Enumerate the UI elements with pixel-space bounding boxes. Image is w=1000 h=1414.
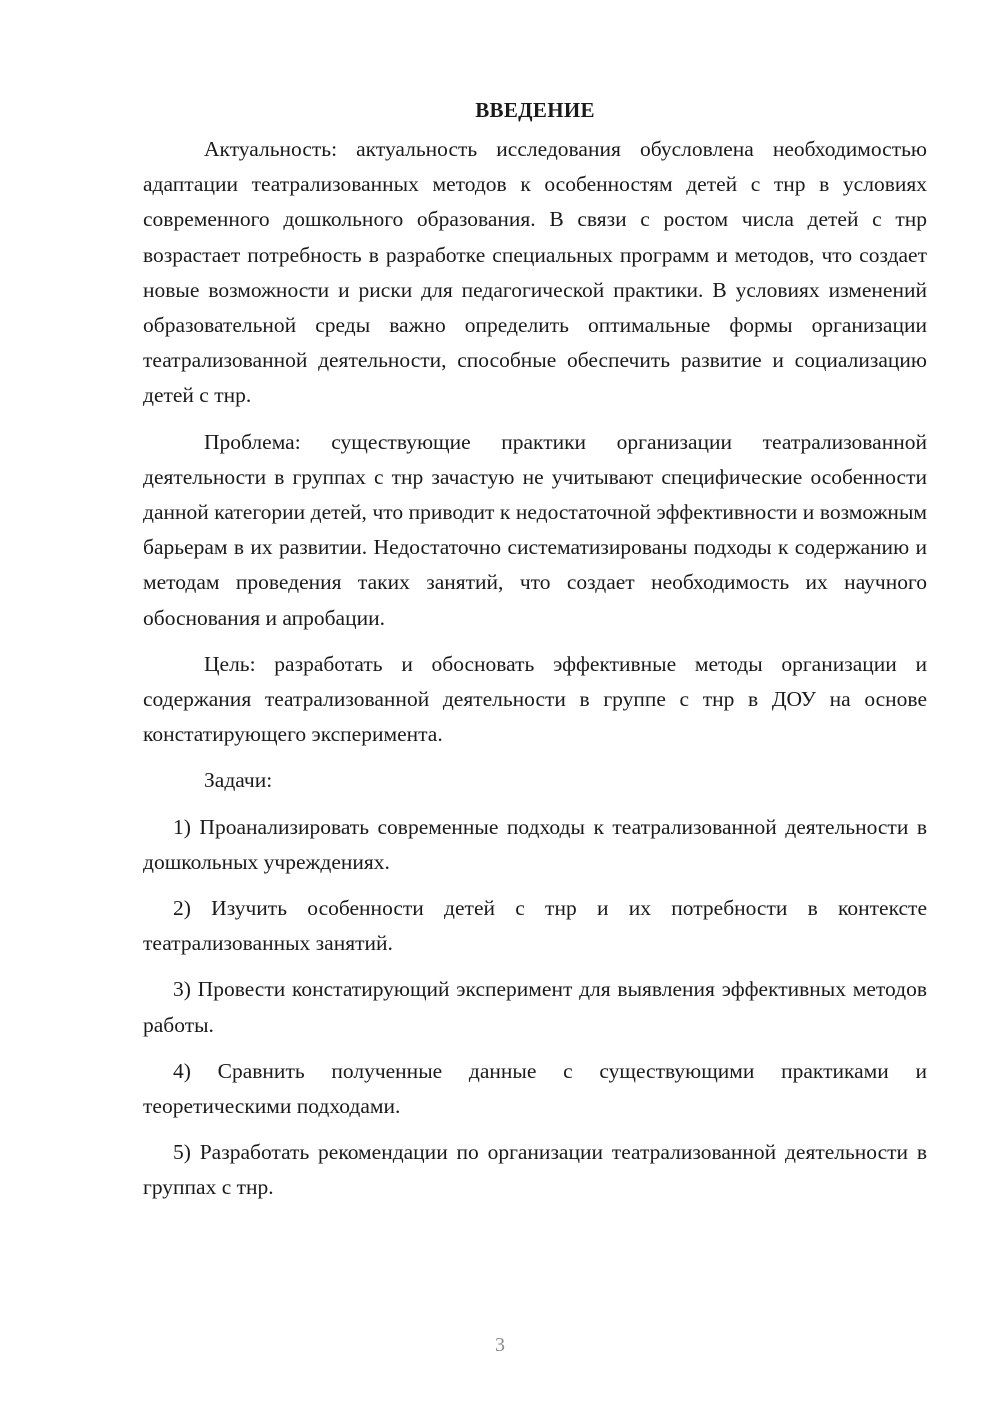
task-item-1: 1) Проанализировать современные подходы к театрализованной деятельности в дошкольных учреждениях.: [143, 814, 927, 874]
section-heading: ВВЕДЕНИЕ: [475, 98, 595, 122]
paragraph-problem: Проблема: существующие практики организации театрализованной деятельности в группах с тнр зачастую не учитывают специфические особенности данной категории детей, что приводит к недостаточной эффективности и возможным барьерам в их развитии. Недостаточно систематизированы подходы к содержанию и методам проведения таких занятий, что создает необходимость их научного обоснования и апробации.: [143, 429, 927, 630]
task-item-3: 3) Провести констатирующий эксперимент для выявления эффективных методов работы.: [143, 977, 927, 1037]
page-content: [143, 96, 927, 1206]
task-item-2: 2) Изучить особенности детей с тнр и их потребности в контексте театрализованных занятий.: [143, 896, 927, 956]
paragraph-goal: Цель: разработать и обосновать эффективные методы организации и содержания театрализованной деятельности в группе с тнр в ДОУ на основе констатирующего эксперимента.: [143, 651, 927, 747]
task-item-4: 4) Сравнить полученные данные с существующими практиками и теоретическими подходами.: [143, 1058, 927, 1119]
paragraph-relevance: Актуальность: актуальность исследования обусловлена необходимостью адаптации театрализованных методов к особенностям детей с тнр в условиях современного дошкольного образования. В связи с ростом числа детей с тнр возрастает потребность в разработке специальных программ и методов, что создает новые возможности и риски для педагогической практики. В условиях изменений образовательной среды важно определить оптимальные формы организации театрализованной деятельности, способные обеспечить развитие и социализацию детей с тнр.: [143, 137, 927, 408]
task-item-5: 5) Разработать рекомендации по организации театрализованной деятельности в группах с тнр.: [143, 1140, 927, 1200]
tasks-label: Задачи:: [204, 768, 273, 793]
page-number: 3: [495, 1334, 505, 1356]
